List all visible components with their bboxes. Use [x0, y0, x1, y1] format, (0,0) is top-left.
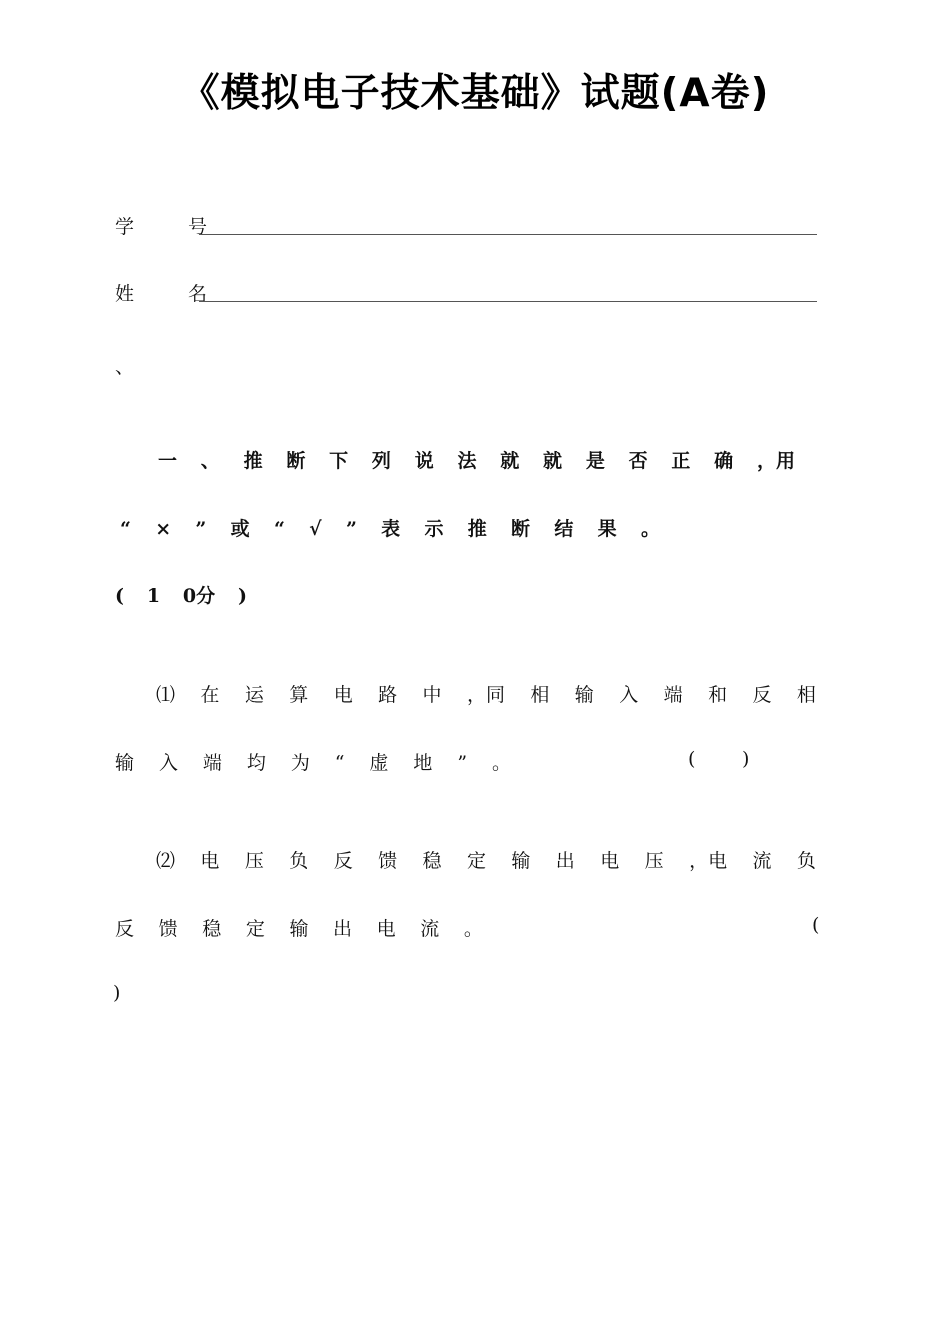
- text-token: 。: [491, 752, 511, 774]
- text-token: 馈: [158, 918, 178, 940]
- text-token: 相: [530, 684, 550, 706]
- text-token: 流: [420, 918, 440, 940]
- question-2-line1-text: [156, 846, 816, 873]
- text-token: 入: [619, 684, 639, 706]
- text-token: 。: [463, 918, 483, 940]
- text-token: 入: [158, 752, 178, 774]
- text-token: 0分: [182, 585, 216, 607]
- text-token: 出: [333, 918, 353, 940]
- question-2-answer-close: ): [113, 982, 121, 1004]
- name-blank-line[interactable]: [199, 301, 817, 302]
- text-token: 相: [796, 684, 816, 706]
- text-token: “: [273, 518, 285, 540]
- page-title: 《模拟电子技术基础》试题(A卷): [180, 71, 770, 116]
- text-token: 反: [115, 918, 135, 940]
- section-heading-line1: [158, 446, 795, 473]
- text-token: 列: [371, 450, 391, 472]
- question-1-answer-open: (: [688, 748, 696, 770]
- text-token: 断: [286, 450, 306, 472]
- section-heading-line2-text: [120, 514, 660, 541]
- question-2-line1: [156, 846, 816, 873]
- text-token: 反: [333, 850, 353, 872]
- student-id-label: 学 号: [115, 216, 232, 238]
- text-token: 一: [158, 450, 178, 472]
- text-token: ，同: [466, 684, 505, 706]
- text-token: ): [238, 585, 247, 607]
- text-token: 为: [290, 752, 310, 774]
- section-heading-line2: [120, 514, 660, 541]
- text-token: 输: [574, 684, 594, 706]
- text-token: ，用: [756, 450, 795, 472]
- text-token: “: [120, 518, 131, 540]
- text-token: ⑵: [156, 850, 176, 872]
- student-id-blank-line[interactable]: [199, 234, 817, 235]
- text-token: 正: [671, 450, 691, 472]
- text-token: (: [115, 585, 124, 607]
- text-token: 说: [414, 450, 434, 472]
- text-token: 推: [243, 450, 263, 472]
- text-token: 1: [146, 585, 161, 607]
- text-token: 定: [466, 850, 486, 872]
- text-token: 输: [115, 752, 135, 774]
- text-token: 定: [245, 918, 265, 940]
- text-token: 负: [796, 850, 816, 872]
- text-token: 在: [200, 684, 220, 706]
- name-field: [115, 279, 817, 319]
- question-1-answer-close: ): [742, 748, 750, 770]
- text-token: 反: [752, 684, 772, 706]
- text-token: 电: [200, 850, 220, 872]
- section-score-text: [115, 581, 247, 608]
- question-1-line2-text: [115, 748, 511, 775]
- text-token: ”: [345, 518, 357, 540]
- text-token: 虚: [369, 752, 389, 774]
- text-token: 下: [329, 450, 349, 472]
- text-token: 稳: [202, 918, 222, 940]
- text-token: “: [334, 752, 345, 774]
- text-token: 稳: [422, 850, 442, 872]
- enumeration-mark: 、: [115, 356, 135, 378]
- text-token: 确: [714, 450, 734, 472]
- text-token: 均: [246, 752, 266, 774]
- section-score: [115, 581, 247, 608]
- text-token: ”: [195, 518, 207, 540]
- text-token: 运: [244, 684, 264, 706]
- text-token: 。: [640, 518, 660, 540]
- text-token: 结: [554, 518, 574, 540]
- question-1-line2: [115, 748, 511, 775]
- text-token: 压: [644, 850, 664, 872]
- question-2-line2-text: [115, 914, 483, 941]
- text-token: 电: [600, 850, 620, 872]
- text-token: 、: [200, 450, 220, 472]
- text-token: 出: [555, 850, 575, 872]
- text-token: 输: [511, 850, 531, 872]
- question-2-line2: [115, 914, 483, 941]
- text-token: 流: [752, 850, 772, 872]
- question-1-line1-text: [156, 680, 816, 707]
- text-token: 馈: [378, 850, 398, 872]
- text-token: 输: [289, 918, 309, 940]
- text-token: 断: [511, 518, 531, 540]
- text-token: √: [309, 518, 322, 540]
- text-token: 中: [422, 684, 442, 706]
- text-token: 压: [244, 850, 264, 872]
- text-token: ”: [457, 752, 468, 774]
- name-label: 姓 名: [115, 283, 232, 305]
- question-1-line1: [156, 680, 816, 707]
- text-token: 或: [230, 518, 250, 540]
- question-2-answer-open: (: [812, 914, 820, 936]
- text-token: 推: [467, 518, 487, 540]
- text-token: 算: [289, 684, 309, 706]
- text-token: 地: [413, 752, 433, 774]
- text-token: 路: [378, 684, 398, 706]
- text-token: 就: [500, 450, 520, 472]
- text-token: ，电: [689, 850, 728, 872]
- text-token: 示: [424, 518, 444, 540]
- text-token: ×: [155, 518, 172, 540]
- student-id-field: [115, 212, 817, 252]
- text-token: 法: [457, 450, 477, 472]
- text-token: 果: [597, 518, 617, 540]
- text-token: 电: [333, 684, 353, 706]
- text-token: 电: [376, 918, 396, 940]
- text-token: 就: [543, 450, 563, 472]
- text-token: 和: [708, 684, 728, 706]
- text-token: ⑴: [156, 684, 176, 706]
- section-heading-line1-text: [158, 446, 795, 473]
- text-token: 否: [628, 450, 648, 472]
- text-token: 端: [202, 752, 222, 774]
- text-token: 端: [663, 684, 683, 706]
- text-token: 是: [585, 450, 605, 472]
- text-token: 负: [289, 850, 309, 872]
- text-token: 表: [381, 518, 401, 540]
